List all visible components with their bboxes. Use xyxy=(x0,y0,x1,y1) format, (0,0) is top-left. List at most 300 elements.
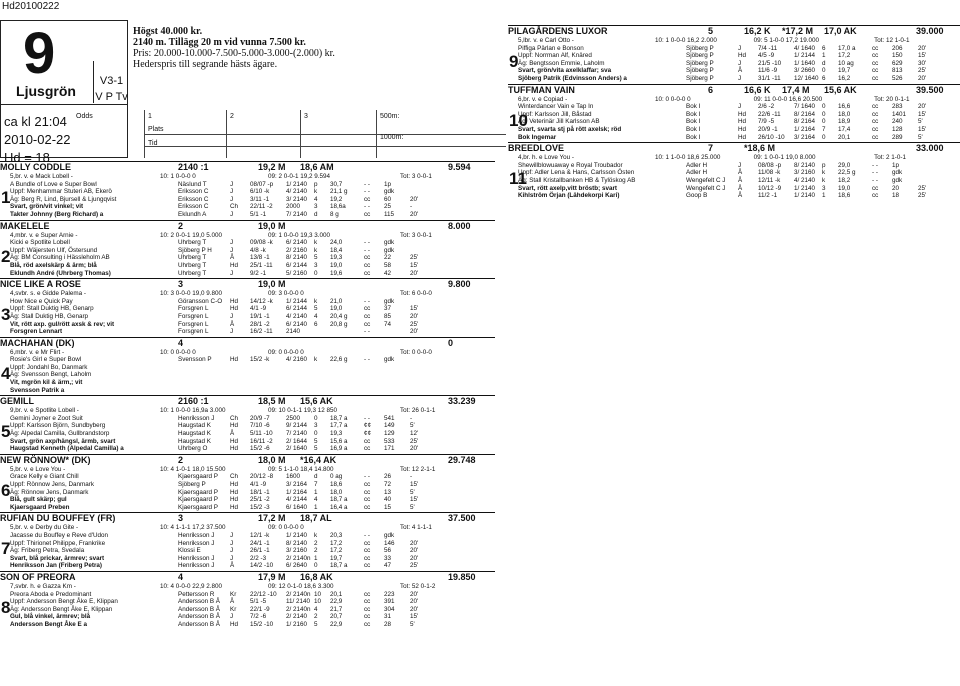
start-cell: J xyxy=(230,246,234,254)
start-cell: cc xyxy=(364,590,371,598)
start-cell: - xyxy=(410,473,413,481)
start-cell: 30,7 xyxy=(330,180,343,188)
start-cell: 19,6 xyxy=(330,269,343,277)
horse-earnings: 29.748 xyxy=(448,454,476,465)
start-cell: Haugstad K xyxy=(178,422,211,430)
start-cell: Svensson Patrik a xyxy=(10,386,65,394)
start-cell: 18,7 a xyxy=(330,562,348,570)
horse-summary-cell: 9,br. v. e Spotlite Lobell - xyxy=(10,407,79,415)
start-row xyxy=(0,430,495,438)
race-start-time: ca kl 21:04 xyxy=(4,114,67,129)
horse-earnings: 37.500 xyxy=(448,513,476,524)
horse-name: SON OF PREORA xyxy=(0,571,76,582)
start-cell: gdk xyxy=(384,188,395,196)
start-cell: Uppf: Karlsson Jill, Båstad xyxy=(518,110,592,118)
start-cell: - - xyxy=(364,328,370,336)
horse-summary-row xyxy=(0,407,495,415)
start-cell: 2500 xyxy=(286,414,301,422)
tid-label: Tid xyxy=(148,140,158,147)
start-cell: - xyxy=(410,203,413,211)
start-cell: 14/2 -10 xyxy=(250,562,274,570)
start-cell: Svart, grön axp/hängsl, ärmb, svart xyxy=(10,437,116,445)
start-cell: 21/5 -10 xyxy=(758,59,782,67)
start-row xyxy=(508,67,960,75)
start-cell: 0 xyxy=(314,269,318,277)
start-cell: gdk xyxy=(384,297,395,305)
odds-label: Odds xyxy=(76,113,93,120)
start-cell: 20' xyxy=(410,210,419,218)
start-cell: Sjöberg Patrik (Edvinsson Anders) a xyxy=(518,74,627,82)
start-row xyxy=(0,254,495,262)
start-cell: 16,9 a xyxy=(330,445,348,453)
start-cell: Svart, rött axelp,vitt bröstb; svart xyxy=(518,184,618,192)
start-cell: 15/2 -6 xyxy=(250,445,270,453)
start-cell: k xyxy=(314,531,318,539)
start-cell: 74 xyxy=(384,320,392,328)
start-row xyxy=(0,445,495,453)
race-date: 2010-02-22 xyxy=(4,132,71,147)
start-cell: cc xyxy=(364,554,371,562)
start-cell: Uhrberg T xyxy=(178,239,207,247)
start-cell: Rosie's Girl e Super Bowl xyxy=(10,356,82,364)
horse-summary-row xyxy=(0,173,495,181)
start-cell: 26 xyxy=(384,473,392,481)
start-cell: 4/ 2140 xyxy=(286,188,308,196)
start-cell: 22/11 -2 xyxy=(250,203,273,211)
start-cell: cc xyxy=(364,620,371,628)
start-cell: k xyxy=(314,246,318,254)
start-cell: 10/12 -9 xyxy=(758,184,782,192)
horse-record-auto: 17,0 AK xyxy=(824,26,857,36)
start-cell: cc xyxy=(872,192,879,200)
start-cell: 2/ 2140n xyxy=(286,605,311,613)
result-entry-box xyxy=(76,110,506,158)
start-cell: 5/11 -10 xyxy=(250,430,273,438)
start-cell: k xyxy=(314,239,318,247)
horse-summary-row xyxy=(508,96,960,104)
start-cell: 22,9 xyxy=(330,598,343,606)
start-cell: 7 xyxy=(822,125,826,133)
start-cell: 5 xyxy=(314,620,318,628)
start-row xyxy=(508,103,960,111)
start-number: 11 xyxy=(509,169,527,189)
start-cell: 17,4 xyxy=(838,125,851,133)
start-cell: 20' xyxy=(410,328,419,336)
start-cell: Hd xyxy=(738,133,747,141)
start-cell: Goop B xyxy=(686,192,708,200)
start-cell: 2/6 -2 xyxy=(758,103,775,111)
start-cell: 1 xyxy=(822,52,826,60)
start-cell: 25 xyxy=(384,203,392,211)
start-number: 5 xyxy=(1,422,11,442)
place-3-label: 3 xyxy=(304,113,308,120)
plats-label: Plats xyxy=(148,126,164,133)
horse-header xyxy=(0,512,495,524)
start-cell: 25' xyxy=(410,437,419,445)
start-cell: cc xyxy=(364,261,371,269)
start-cell: 541 xyxy=(384,414,395,422)
start-cell: Å xyxy=(738,67,743,75)
start-cell: 08/08 -p xyxy=(758,161,782,169)
race-time-info xyxy=(4,113,71,167)
start-cell: Kjaersgaard P xyxy=(178,496,218,504)
start-cell: 1401 xyxy=(892,110,907,118)
start-cell: Forsgren Lennart xyxy=(10,328,63,336)
start-number: 9 xyxy=(509,52,519,71)
left-column xyxy=(0,160,495,629)
start-row xyxy=(508,45,960,53)
start-cell: Wengefelt C J xyxy=(686,184,726,192)
start-cell: 1600 xyxy=(286,473,301,481)
start-cell: 8 g xyxy=(330,210,339,218)
horse-summary-cell: 10: 1 1-0-0 18,6 25.000 xyxy=(654,154,721,162)
start-cell: 09/08 -k xyxy=(250,239,273,247)
start-cell: 28 xyxy=(384,620,392,628)
start-cell: - - xyxy=(364,180,370,188)
start-cell: Uhrberg T xyxy=(178,269,207,277)
start-number: 7 xyxy=(1,539,11,559)
start-cell: Å xyxy=(230,562,235,570)
horse-record-auto: 18,6 AM xyxy=(300,162,334,172)
horse-entry xyxy=(0,395,495,453)
horse-summary-cell: Tot: 26 0-1-1 xyxy=(400,407,436,415)
start-cell: Henriksson J xyxy=(178,539,215,547)
start-cell: 25' xyxy=(918,67,927,75)
start-cell: 533 xyxy=(384,437,395,445)
start-cell: d xyxy=(314,473,318,481)
start-cell: cc xyxy=(872,110,879,118)
start-cell: 2/ 1644 xyxy=(286,437,308,445)
horse-header xyxy=(508,25,960,37)
start-cell: - - xyxy=(872,176,878,184)
horse-entry xyxy=(0,512,495,570)
horse-summary-cell: 10: 1 0-0-0 16,9a 3.000 xyxy=(160,407,226,415)
start-cell: 60 xyxy=(384,195,392,203)
horse-summary-cell: Tot: 4 1-1-1 xyxy=(400,524,432,532)
start-row xyxy=(508,126,960,134)
start-row xyxy=(0,188,495,196)
start-cell: Svensson P xyxy=(178,356,212,364)
start-cell: gdk xyxy=(384,531,395,539)
start-cell: Ch xyxy=(230,473,239,481)
start-cell: Eriksson C xyxy=(178,195,209,203)
start-row xyxy=(508,60,960,68)
start-cell: 18,6 xyxy=(838,192,851,200)
start-cell: Sjöberg P xyxy=(686,52,714,60)
start-cell: 29,0 xyxy=(838,161,851,169)
start-cell: Hd xyxy=(230,422,239,430)
start-cell: Forsgren L xyxy=(178,320,209,328)
horse-summary-row xyxy=(0,583,495,591)
start-cell: Å xyxy=(738,184,743,192)
start-cell: 150 xyxy=(892,52,903,60)
start-cell: 8/ 2140 xyxy=(286,254,308,262)
start-cell: cc xyxy=(364,547,371,555)
start-cell: 15' xyxy=(410,496,419,504)
split-1000-label: 1000m: xyxy=(380,134,404,141)
start-cell: 15' xyxy=(410,613,419,621)
start-cell: 58 xyxy=(384,261,392,269)
start-row xyxy=(508,118,960,126)
start-cell: Uhrberg T xyxy=(178,254,207,262)
horse-name: MAKELELE xyxy=(0,220,50,231)
horse-header xyxy=(0,337,495,349)
horse-summary-cell: Tot: 12 2-1-1 xyxy=(400,465,436,473)
start-cell: 223 xyxy=(384,590,395,598)
start-cell: 5' xyxy=(410,488,415,496)
result-row-line xyxy=(144,134,506,135)
start-cell: 7/ 1640 xyxy=(794,103,816,111)
start-cell: Uppf: Stall Duktig HB, Genarp xyxy=(10,305,94,313)
start-cell: Uppf: Rönnow Jens, Danmark xyxy=(10,481,94,488)
start-cell: 22,9 xyxy=(330,620,343,628)
horse-distance: 6 xyxy=(708,84,714,95)
horse-name: NICE LIKE A ROSE xyxy=(0,279,81,290)
start-cell: 19,0 xyxy=(838,184,851,192)
start-cell: Å xyxy=(738,176,743,184)
horse-header xyxy=(0,395,495,407)
horse-summary-cell: 09: 1 0-0-0 19,3 3.000 xyxy=(268,231,330,239)
start-cell: Eriksson C xyxy=(178,188,209,196)
start-cell: 15' xyxy=(918,125,927,133)
start-cell: 9/2 -1 xyxy=(250,269,267,277)
start-cell: 20' xyxy=(410,590,419,598)
start-cell: 20,4 g xyxy=(330,312,348,320)
start-cell: gdk xyxy=(892,169,903,177)
horse-entry xyxy=(508,84,960,142)
horse-summary-cell: 5,br. v. e Mack Lobell - xyxy=(10,173,73,180)
start-cell: 0 xyxy=(822,118,826,126)
start-cell: 15' xyxy=(410,261,419,269)
start-row xyxy=(0,415,495,423)
start-cell: 171 xyxy=(384,445,395,453)
start-cell: 17,2 xyxy=(330,539,343,547)
start-cell: 22 xyxy=(384,254,392,262)
horse-record: 19,0 M xyxy=(258,220,286,231)
start-cell: 5/1 -5 xyxy=(250,598,267,606)
start-cell: Hd xyxy=(738,110,747,118)
start-cell: Bok I xyxy=(686,103,701,111)
start-cell: 24,0 xyxy=(330,239,343,247)
race-condition-line: 2140 m. Tillägg 20 m vid vunna 7.500 kr. xyxy=(133,37,306,48)
horse-header xyxy=(508,84,960,96)
start-cell: Äg: Alpedal Camilla, Gullbrandstorp xyxy=(10,430,110,438)
start-cell: J xyxy=(230,613,234,621)
start-cell: 25' xyxy=(410,254,419,262)
horse-summary-cell: 4,br. h. e Love You - xyxy=(518,154,575,162)
start-cell: 17,2 xyxy=(330,547,343,555)
start-cell: 18,9 xyxy=(838,118,851,126)
horse-summary-cell: Tot: 3 0-0-1 xyxy=(400,173,432,180)
start-cell: 47 xyxy=(384,562,392,570)
horse-summary-cell: 09: 5 1-1-0 18,4 14.800 xyxy=(268,465,334,473)
start-cell: J xyxy=(230,539,234,547)
start-cell: Näslund T xyxy=(178,180,207,188)
horse-header xyxy=(508,142,960,154)
start-cell: Äg: BM Consulting i Hässleholm AB xyxy=(10,254,110,262)
horse-distance: 2160 :1 xyxy=(178,396,209,407)
start-cell: 0 xyxy=(314,414,318,422)
race-code xyxy=(94,73,129,105)
start-cell: Svart, grön/vit vinkel; vit xyxy=(10,203,84,211)
start-cell: 2/ 2140n xyxy=(286,590,311,598)
horse-summary-cell: 10: 3 0-0-0 19,0 9.800 xyxy=(160,290,222,298)
start-cell: 5/1 -1 xyxy=(250,210,267,218)
start-cell: Henriksson Jan (Friberg Petra) xyxy=(10,562,103,570)
start-cell: Uppf: Adler Lena & Hans, Carlsson Östen xyxy=(518,169,635,177)
start-cell: gdk xyxy=(384,356,395,364)
start-cell: 0 xyxy=(822,103,826,111)
start-cell: 17,0 a xyxy=(838,44,856,52)
horse-distance: 2140 :1 xyxy=(178,162,209,172)
start-cell: 4 xyxy=(314,195,318,203)
start-cell: Bok Ingemar xyxy=(518,133,557,141)
start-cell: 0 xyxy=(822,133,826,141)
start-cell: Svart, grön/vita axelklaffar; sva xyxy=(518,67,612,75)
horse-earnings: 0 xyxy=(448,337,454,348)
horse-summary-cell: 10: 2 0-0-1 19,0 5.000 xyxy=(160,231,222,239)
start-row xyxy=(0,239,495,247)
start-row xyxy=(0,504,495,512)
start-cell: 22/6 -11 xyxy=(758,110,781,118)
start-cell: 16,6 xyxy=(838,103,851,111)
start-cell: 289 xyxy=(892,133,903,141)
start-cell: Grace Kelly e Giant Chill xyxy=(10,473,79,481)
start-cell: - - xyxy=(364,356,370,364)
start-cell: 21,7 xyxy=(330,605,343,613)
horse-summary-cell: 10: 0 0-0-0 0 xyxy=(654,95,691,103)
start-cell: 18 xyxy=(892,192,900,200)
start-cell: Kjaersgaard P xyxy=(178,488,218,496)
start-cell: 19,3 xyxy=(330,254,343,262)
start-cell: 5' xyxy=(410,503,415,511)
start-row xyxy=(0,313,495,321)
start-cell: Bok I xyxy=(686,133,701,141)
start-cell: Å xyxy=(738,192,743,200)
start-cell: Kr xyxy=(230,605,237,613)
start-cell: Svart, blå prickar, ärmrev; svart xyxy=(10,554,105,562)
start-cell: p xyxy=(822,161,826,169)
start-cell: 3 xyxy=(314,203,318,211)
start-cell: 206 xyxy=(892,44,903,52)
start-cell: 18,7 a xyxy=(330,414,348,422)
start-cell: Pettersson R xyxy=(178,590,215,598)
start-cell: Forsgren L xyxy=(178,305,209,313)
start-cell: 6/ 1640 xyxy=(286,503,308,511)
start-cell: - - xyxy=(364,246,370,254)
start-cell: cc xyxy=(872,67,879,75)
start-cell: 283 xyxy=(892,103,903,111)
start-cell: 20/9 -7 xyxy=(250,414,270,422)
start-cell: Eriksson C xyxy=(178,203,209,211)
horse-earnings: 39.500 xyxy=(916,84,944,95)
start-cell: 3 xyxy=(314,261,318,269)
start-cell: 11/2 -1 xyxy=(758,192,778,200)
start-cell: - - xyxy=(872,169,878,177)
start-cell: 3 xyxy=(314,422,318,430)
start-cell: Adler H xyxy=(686,161,707,169)
horse-entry xyxy=(508,142,960,200)
start-row xyxy=(0,203,495,211)
start-row xyxy=(0,422,495,430)
place-2-label: 2 xyxy=(230,113,234,120)
horse-earnings: 9.800 xyxy=(448,279,471,290)
start-cell: Eklundh A xyxy=(178,210,207,218)
horse-entry xyxy=(0,161,495,219)
start-row xyxy=(508,185,960,193)
start-cell: 7/ 2140 xyxy=(286,210,308,218)
start-cell: - - xyxy=(364,414,370,422)
start-row xyxy=(0,496,495,504)
start-number: 1 xyxy=(1,188,11,207)
start-cell: cc xyxy=(364,254,371,262)
start-row xyxy=(0,489,495,497)
start-cell: cc xyxy=(364,496,371,504)
horse-summary-row xyxy=(508,37,960,45)
start-cell: 129 xyxy=(384,430,395,438)
start-cell: 21,1 g xyxy=(330,188,348,196)
start-cell: cc xyxy=(872,133,879,141)
horse-summary-row xyxy=(0,524,495,532)
start-cell: Sjöberg P xyxy=(686,59,714,67)
start-cell: 14/12 -k xyxy=(250,297,273,305)
start-cell: 15 xyxy=(384,503,392,511)
start-cell: 37 xyxy=(384,305,392,313)
start-cell: 4/8 -k xyxy=(250,246,266,254)
start-row xyxy=(0,591,495,599)
start-cell: cc xyxy=(872,59,879,67)
start-number: 4 xyxy=(1,363,11,383)
start-cell: - - xyxy=(364,188,370,196)
horse-summary-cell: 5,br. v. e Derby du Gite - xyxy=(10,524,79,532)
start-cell: k xyxy=(314,297,318,305)
start-cell: 5 xyxy=(314,445,318,453)
start-cell: 2 xyxy=(314,539,318,547)
start-cell: 6/ 2140 xyxy=(286,239,308,247)
start-cell: 6/10 -k xyxy=(250,188,270,196)
start-cell: 1p xyxy=(384,180,392,188)
start-cell: 72 xyxy=(384,481,392,488)
start-cell: 1/ 2164 xyxy=(286,488,308,496)
start-cell: 4/ 1640 xyxy=(794,44,816,52)
start-cell: 10 xyxy=(314,598,322,606)
start-cell: 20' xyxy=(410,605,419,613)
start-cell: 6/ 2144 xyxy=(286,261,308,269)
horse-record-auto: 18,7 AL xyxy=(300,513,332,524)
horse-name: BREEDLOVE xyxy=(508,143,565,154)
start-row xyxy=(0,598,495,606)
start-cell: Jacasse du Bouffey e Reve d'Udon xyxy=(10,531,109,539)
start-cell: J xyxy=(738,74,742,82)
start-cell: 1 xyxy=(314,488,318,496)
start-row xyxy=(0,379,495,387)
start-cell: J xyxy=(230,239,234,247)
start-number: 8 xyxy=(1,597,11,617)
start-cell: 7/10 -6 xyxy=(250,422,270,430)
start-cell: 15' xyxy=(918,52,927,60)
start-cell: Uppf: Thirionet Philippe, Frankrike xyxy=(10,539,106,547)
start-cell: J xyxy=(230,269,234,277)
start-cell: 19,2 xyxy=(330,195,343,203)
start-cell: Hd xyxy=(230,297,239,305)
start-cell: Sjöberg P xyxy=(686,44,714,52)
start-cell: 4/ 2140 xyxy=(794,176,816,184)
start-cell: 22,5 g xyxy=(838,169,856,177)
start-cell: Blå, röd axelskärp & ärm; blå xyxy=(10,261,97,269)
horse-summary-cell: 10: 1 0-0-0 0 xyxy=(160,173,196,180)
start-cell: 33 xyxy=(384,554,392,562)
horse-entry xyxy=(0,454,495,512)
